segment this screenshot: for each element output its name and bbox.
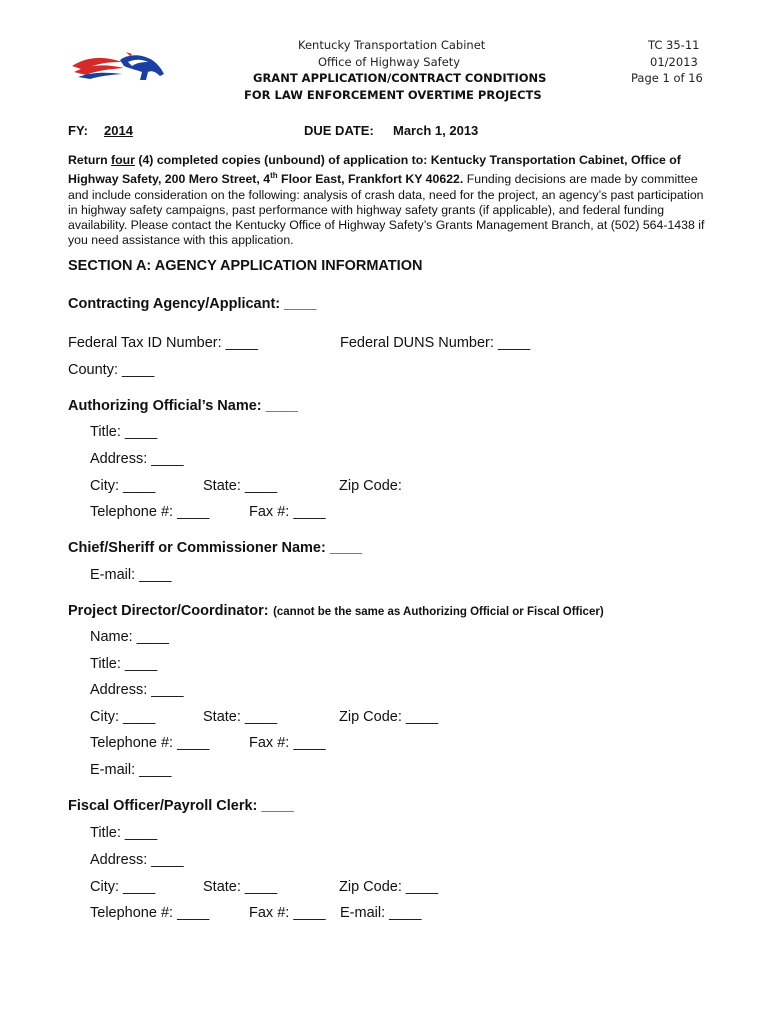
chief-email-field[interactable]: E-mail: ____	[90, 567, 172, 583]
fo-email-field[interactable]: E-mail: ____	[340, 905, 422, 921]
header-org-line1: Kentucky Transportation Cabinet	[298, 38, 486, 52]
header-org-line2: Office of Highway Safety	[318, 55, 461, 69]
fo-address-field[interactable]: Address: ____	[90, 852, 184, 868]
header-title-line2: FOR LAW ENFORCEMENT OVERTIME PROJECTS	[244, 88, 542, 102]
ao-title-field[interactable]: Title: ____	[90, 424, 158, 440]
form-code: TC 35-11	[648, 38, 700, 52]
instr-copies-count: four	[111, 153, 135, 167]
federal-duns-field[interactable]: Federal DUNS Number: ____	[340, 335, 531, 351]
fiscal-officer-field[interactable]: Fiscal Officer/Payroll Clerk: ____	[68, 798, 294, 814]
header-title-line1: GRANT APPLICATION/CONTRACT CONDITIONS	[253, 71, 547, 85]
fo-telephone-field[interactable]: Telephone #: ____	[90, 905, 210, 921]
chief-sheriff-field[interactable]: Chief/Sheriff or Commissioner Name: ____	[68, 540, 363, 556]
pd-state-field[interactable]: State: ____	[203, 709, 278, 725]
fy-label: FY:	[68, 123, 88, 138]
county-field[interactable]: County: ____	[68, 362, 155, 378]
form-date: 01/2013	[650, 55, 698, 69]
ao-state-field[interactable]: State: ____	[203, 478, 278, 494]
ao-zip-field[interactable]: Zip Code:	[339, 478, 402, 494]
pd-email-field[interactable]: E-mail: ____	[90, 762, 172, 778]
pd-name-field[interactable]: Name: ____	[90, 629, 169, 645]
federal-tax-id-field[interactable]: Federal Tax ID Number: ____	[68, 335, 258, 351]
fo-state-field[interactable]: State: ____	[203, 879, 278, 895]
ao-address-field[interactable]: Address: ____	[90, 451, 184, 467]
fo-fax-field[interactable]: Fax #: ____	[249, 905, 326, 921]
section-a-title: SECTION A: AGENCY APPLICATION INFORMATION	[68, 258, 423, 274]
due-date-label: DUE DATE:	[304, 123, 374, 138]
pd-city-field[interactable]: City: ____	[90, 709, 156, 725]
pd-zip-field[interactable]: Zip Code: ____	[339, 709, 439, 725]
project-director-heading	[68, 602, 604, 620]
fy-value: 2014	[104, 123, 133, 138]
instr-part3: (4) completed copies (unbound) of application to: Kentucky Transportation Cabinet, Office of Highway Safety, 200 Mero Street, 4	[68, 153, 681, 187]
instructions-paragraph	[68, 153, 708, 248]
ao-telephone-field[interactable]: Telephone #: ____	[90, 504, 210, 520]
project-director-note: (cannot be the same as Authorizing Official or Fiscal Officer)	[273, 606, 604, 618]
pd-address-field[interactable]: Address: ____	[90, 682, 184, 698]
due-date-value: March 1, 2013	[393, 123, 479, 138]
authorizing-official-field[interactable]: Authorizing Official’s Name: ____	[68, 398, 298, 414]
page-number: Page 1 of 16	[631, 71, 703, 85]
project-director-label: Project Director/Coordinator:	[68, 603, 269, 619]
ao-city-field[interactable]: City: ____	[90, 478, 156, 494]
instr-part1: Return	[68, 153, 112, 167]
pd-telephone-field[interactable]: Telephone #: ____	[90, 735, 210, 751]
contracting-agency-field[interactable]: Contracting Agency/Applicant: ____	[68, 296, 317, 312]
fo-city-field[interactable]: City: ____	[90, 879, 156, 895]
pd-fax-field[interactable]: Fax #: ____	[249, 735, 326, 751]
fo-title-field[interactable]: Title: ____	[90, 825, 158, 841]
instr-part6: Funding decisions are made by committee and include consideration on the following: analysis of crash data, need for the project, an agency’s past participation in highway safety campaigns, past performance with highway safety grants (if applicable), and federal funding availability. Please contact the Kentucky Office of Highway Safety’s Grants Management Branch, at (502) 564-1438 if you need assistance with this application.	[68, 172, 705, 248]
office-of-highway-safety-logo-icon	[70, 50, 170, 88]
instr-sup: th	[270, 171, 278, 181]
ao-fax-field[interactable]: Fax #: ____	[249, 504, 326, 520]
instr-part5: Floor East, Frankfort KY 40622.	[277, 172, 464, 187]
fo-zip-field[interactable]: Zip Code: ____	[339, 879, 439, 895]
pd-title-field[interactable]: Title: ____	[90, 656, 158, 672]
